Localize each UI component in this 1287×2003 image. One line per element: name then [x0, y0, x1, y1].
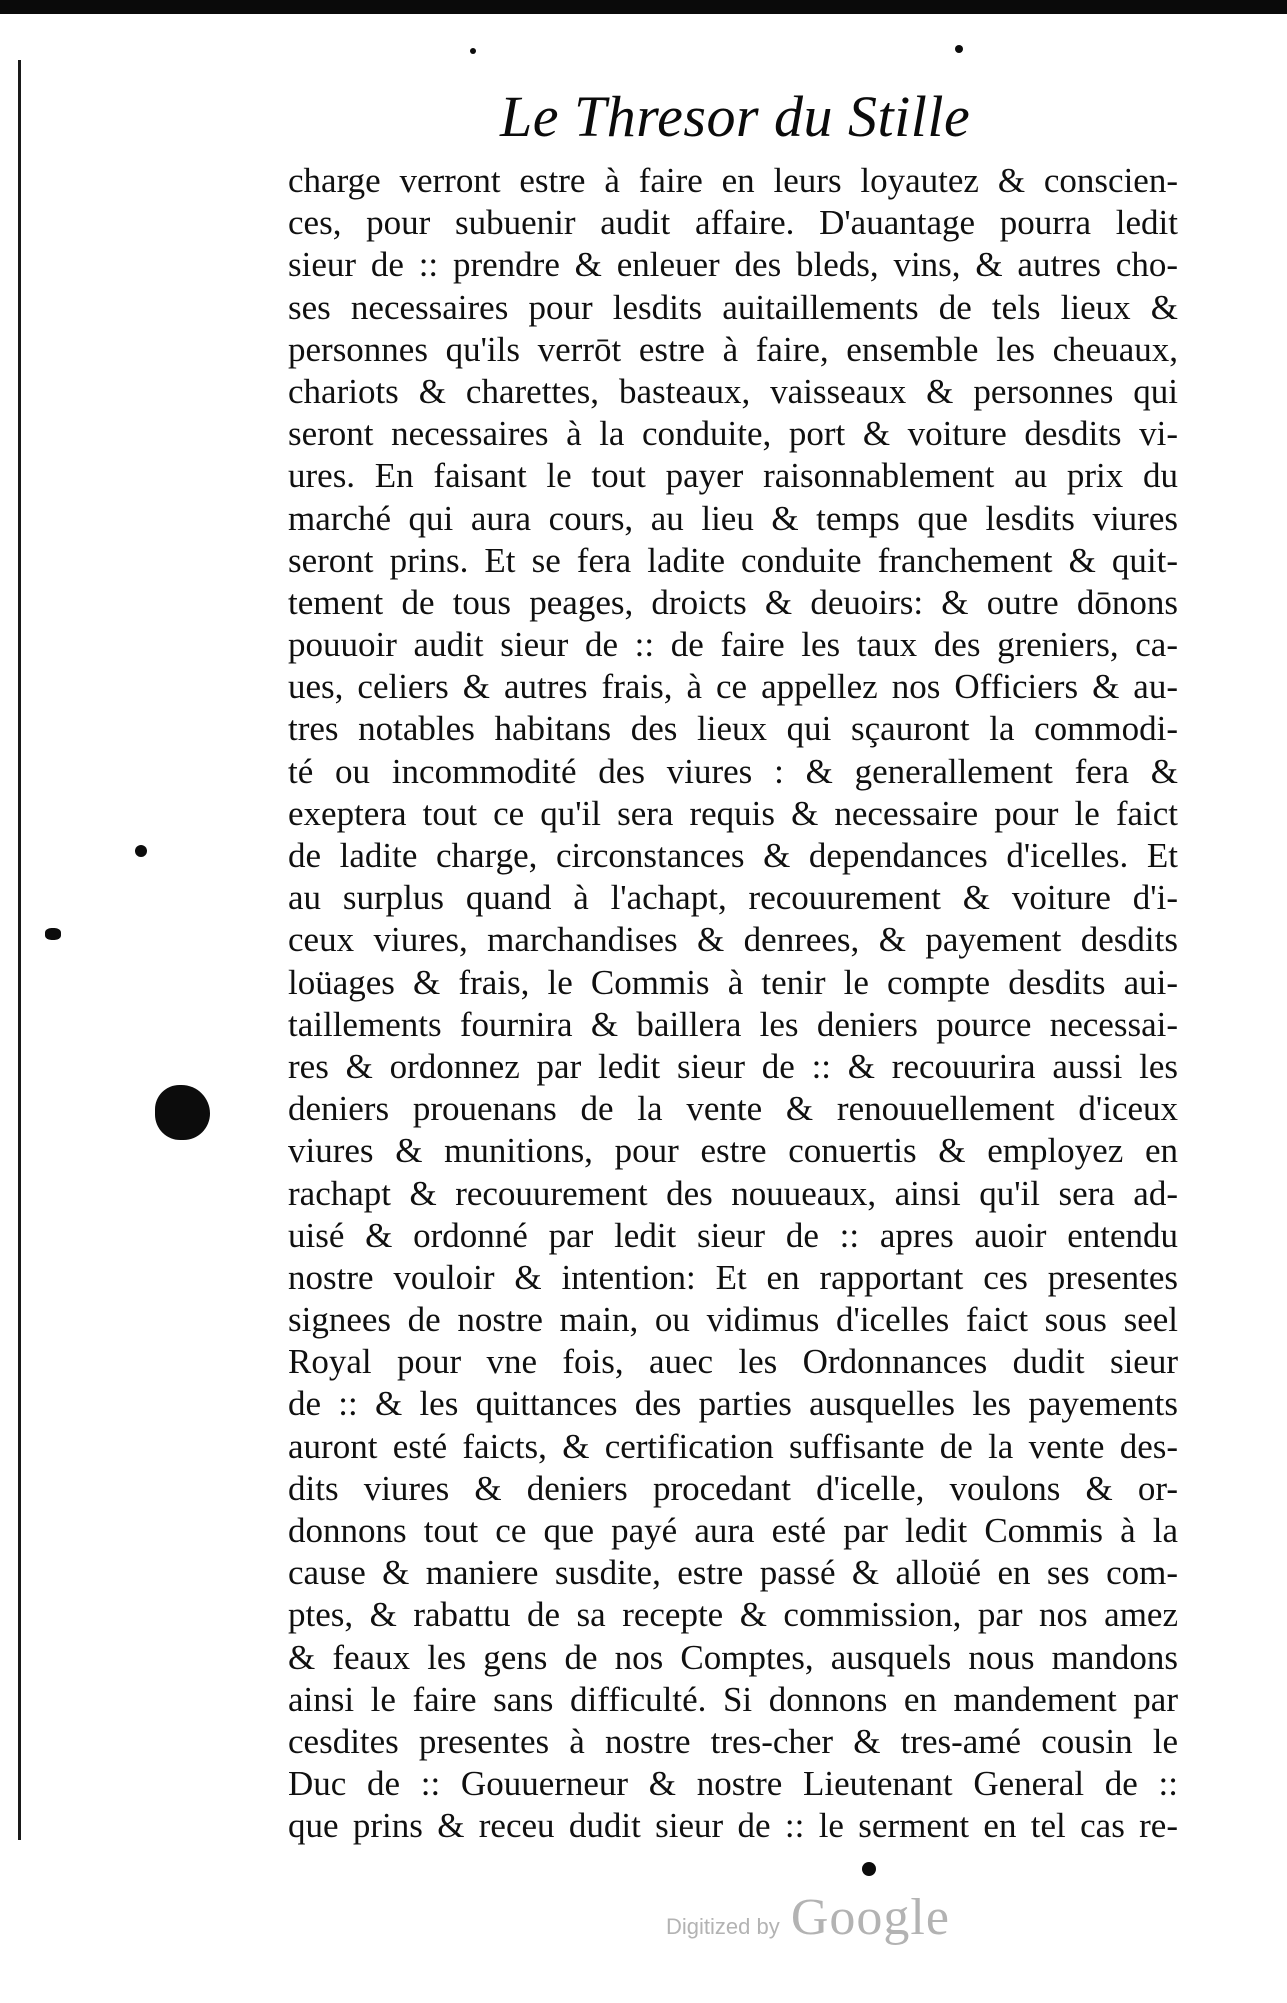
text-line: exeptera tout ce qu'il sera requis & necessaire pour le faict — [288, 793, 1178, 833]
text-line: cesdites presentes à nostre tres-cher & tres-amé cousin le — [288, 1721, 1178, 1761]
text-line: que prins & receu dudit sieur de :: le serment en tel cas re- — [288, 1806, 1178, 1846]
text-line: ptes, & rabattu de sa recepte & commission, par nos amez — [288, 1595, 1178, 1635]
text-line: signees de nostre main, ou vidimus d'icelles faict sous seel — [288, 1300, 1178, 1340]
text-line: cause & maniere susdite, estre passé & alloüé en ses com- — [288, 1553, 1178, 1593]
text-line: ceux viures, marchandises & denrees, & payement desdits — [288, 920, 1178, 960]
text-line: Duc de :: Gouuerneur & nostre Lieutenant General de :: — [288, 1764, 1178, 1804]
text-line: ures. En faisant le tout payer raisonnablement au prix du — [288, 456, 1178, 496]
digitized-by-watermark — [666, 1888, 950, 1947]
ink-speck — [955, 45, 963, 53]
ink-speck — [45, 928, 61, 940]
ink-speck — [862, 1862, 876, 1876]
text-line: & feaux les gens de nos Comptes, ausquels nous mandons — [288, 1637, 1178, 1677]
text-line: tement de tous peages, droicts & deuoirs: & outre dōnons — [288, 582, 1178, 622]
text-line: personnes qu'ils verrōt estre à faire, ensemble les cheuaux, — [288, 329, 1178, 369]
text-line: ues, celiers & autres frais, à ce appellez nos Officiers & au- — [288, 667, 1178, 707]
text-line: de :: & les quittances des parties ausquelles les payements — [288, 1384, 1178, 1424]
text-line: donnons tout ce que payé aura esté par ledit Commis à la — [288, 1511, 1178, 1550]
scan-left-edge — [18, 60, 21, 1840]
text-line: pouuoir audit sieur de :: de faire les taux des greniers, ca- — [288, 625, 1178, 665]
text-line: Royal pour vne fois, auec les Ordonnances dudit sieur — [288, 1342, 1178, 1382]
digitized-label: Digitized by — [666, 1914, 780, 1939]
running-title: Le Thresor du Stille — [500, 84, 971, 149]
text-line: dits viures & deniers procedant d'icelle, voulons & or- — [288, 1468, 1178, 1508]
text-line: ses necessaires pour lesdits auitaillements de tels lieux & — [288, 287, 1178, 327]
text-line: taillements fournira & baillera les deniers pource necessai- — [288, 1004, 1178, 1044]
body-text — [288, 160, 1178, 1848]
text-line: deniers prouenans de la vente & renouuellement d'iceux — [288, 1089, 1178, 1129]
text-line: tres notables habitans des lieux qui sçauront la commodi- — [288, 709, 1178, 749]
google-logo: Google — [790, 1889, 950, 1946]
text-line: res & ordonnez par ledit sieur de :: & recouurira aussi les — [288, 1046, 1178, 1086]
text-line: viures & munitions, pour estre conuertis & employez en — [288, 1131, 1178, 1171]
text-line: de ladite charge, circonstances & dependances d'icelles. Et — [288, 836, 1178, 875]
text-line: rachapt & recouurement des nouueaux, ainsi qu'il sera ad- — [288, 1173, 1178, 1213]
text-line: uisé & ordonné par ledit sieur de :: apres auoir entendu — [288, 1215, 1178, 1255]
text-line: loüages & frais, le Commis à tenir le compte desdits aui- — [288, 962, 1178, 1002]
text-line: ainsi le faire sans difficulté. Si donnons en mandement par — [288, 1679, 1178, 1719]
ink-blot — [155, 1085, 210, 1140]
text-line: charge verront estre à faire en leurs loyautez & conscien- — [288, 161, 1178, 200]
text-line: seront necessaires à la conduite, port & voiture desdits vi- — [288, 414, 1178, 454]
text-line: té ou incommodité des viures : & generallement fera & — [288, 751, 1178, 791]
text-line: ces, pour subuenir audit affaire. D'auantage pourra ledit — [288, 203, 1178, 243]
ink-speck — [470, 48, 476, 54]
text-line: nostre vouloir & intention: Et en rapportant ces presentes — [288, 1257, 1178, 1297]
text-line: au surplus quand à l'achapt, recouurement & voiture d'i- — [288, 878, 1178, 918]
text-line: marché qui aura cours, au lieu & temps que lesdits viures — [288, 498, 1178, 538]
ink-speck — [135, 845, 147, 857]
text-line: sieur de :: prendre & enleuer des bleds, vins, & autres cho- — [288, 245, 1178, 285]
text-line: auront esté faicts, & certification suffisante de la vente des- — [288, 1426, 1178, 1466]
text-line: chariots & charettes, basteaux, vaisseaux & personnes qui — [288, 371, 1178, 411]
text-line: seront prins. Et se fera ladite conduite franchement & quit- — [288, 540, 1178, 580]
scan-top-border — [0, 0, 1287, 14]
